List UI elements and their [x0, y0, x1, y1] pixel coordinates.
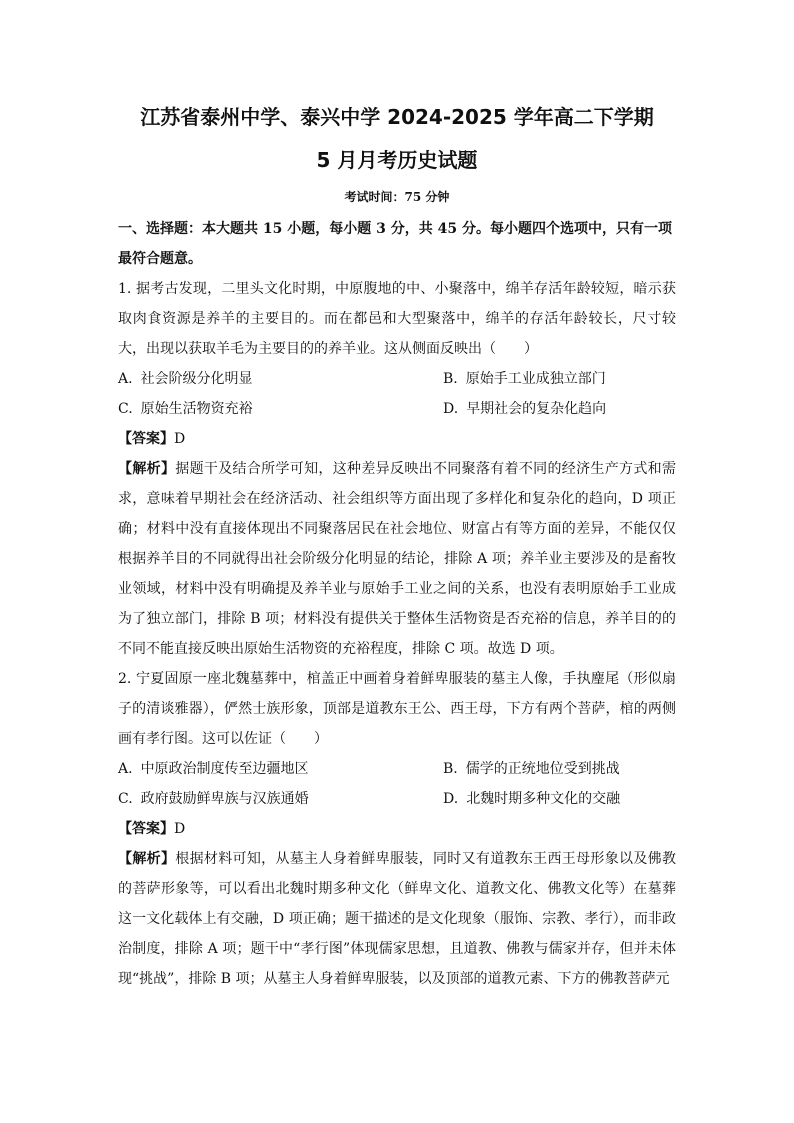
question-1-option-b: B. 原始手工业成独立部门 — [443, 371, 606, 387]
question-2-option-d: D. 北魏时期多种文化的交融 — [443, 791, 621, 807]
question-2-option-b: B. 儒学的正统地位受到挑战 — [443, 761, 620, 777]
question-2-option-c: C. 政府鼓励鲜卑族与汉族通婚 — [118, 791, 309, 807]
question-1-options — [118, 364, 676, 424]
document-body — [118, 214, 676, 994]
question-1-option-d: D. 早期社会的复杂化趋向 — [443, 401, 607, 417]
question-1-option-c: C. 原始生活物资充裕 — [118, 401, 253, 417]
document-title-line1: 江苏省泰州中学、泰兴中学 2024-2025 学年高二下学期 — [140, 105, 654, 129]
question-2-options — [118, 754, 676, 814]
exam-time: 考试时间：75 分钟 — [344, 190, 450, 204]
question-2-stem: 2. 宁夏固原一座北魏墓葬中，棺盖正中画着身着鲜卑服装的墓主人像，手执麈尾（形似扇子的清谈雅器），俨然士族形象，顶部是道教东王公、西王母，下方有两个菩萨，棺的两侧画有孝行图。这可以佐证（ ） — [118, 671, 676, 747]
question-1-answer: 【答案】D — [118, 431, 186, 447]
question-1-stem: 1. 据考古发现，二里头文化时期，中原腹地的中、小聚落中，绵羊存活年龄较短，暗示获取肉食资源是养羊的主要目的。而在都邑和大型聚落中，绵羊的存活年龄较长，尺寸较大，出现以获取羊毛为主要目的的养羊业。这从侧面反映出（ ） — [118, 281, 676, 357]
question-1-option-a: A. 社会阶级分化明显 — [118, 371, 253, 387]
question-1-analysis: 【解析】据题干及结合所学可知，这种差异反映出不同聚落有着不同的经济生产方式和需求，意味着早期社会在经济活动、社会组织等方面出现了多样化和复杂化的趋向，D 项正确；材料中没有直接体现出不同聚落居民在社会地位、财富占有等方面的差异，不能仅仅根据养羊目的不同就得出社会阶级分化明显的结论，排除 A 项；养羊业主要涉及的是畜牧业领域，材料中没有明确提及养羊业与原始手工业之间的关系，也没有表明原始手工业成为了独立部门，排除 B 项；材料没有提供关于整体生活物资是否充裕的信息，养羊目的的不同不能直接反映出原始生活物资的充裕程度，排除 C 项。故选 D 项。 — [118, 461, 677, 657]
section-heading: 一、选择题：本大题共 15 小题，每小题 3 分，共 45 分。每小题四个选项中，只有一项最符合题意。 — [118, 221, 672, 267]
question-2-analysis: 【解析】根据材料可知，从墓主人身着鲜卑服装，同时又有道教东王西王母形象以及佛教的菩萨形象等，可以看出北魏时期多种文化（鲜卑文化、道教文化、佛教文化等）在墓葬这一文化载体上有交融，D 项正确；题干描述的是文化现象（服饰、宗教、孝行），而非政治制度，排除 A 项；题干中“孝行图”体现儒家思想，且道教、佛教与儒家并存，但并未体现“挑战”，排除 B 项；从墓主人身着鲜卑服装，以及顶部的道教元素、下方的佛教菩萨元 — [118, 851, 677, 987]
question-2-option-a: A. 中原政治制度传至边疆地区 — [118, 761, 309, 777]
question-1 — [118, 274, 676, 664]
document-title-line2: 5 月月考历史试题 — [316, 148, 478, 172]
question-2-answer: 【答案】D — [118, 821, 186, 837]
question-2 — [118, 664, 676, 994]
